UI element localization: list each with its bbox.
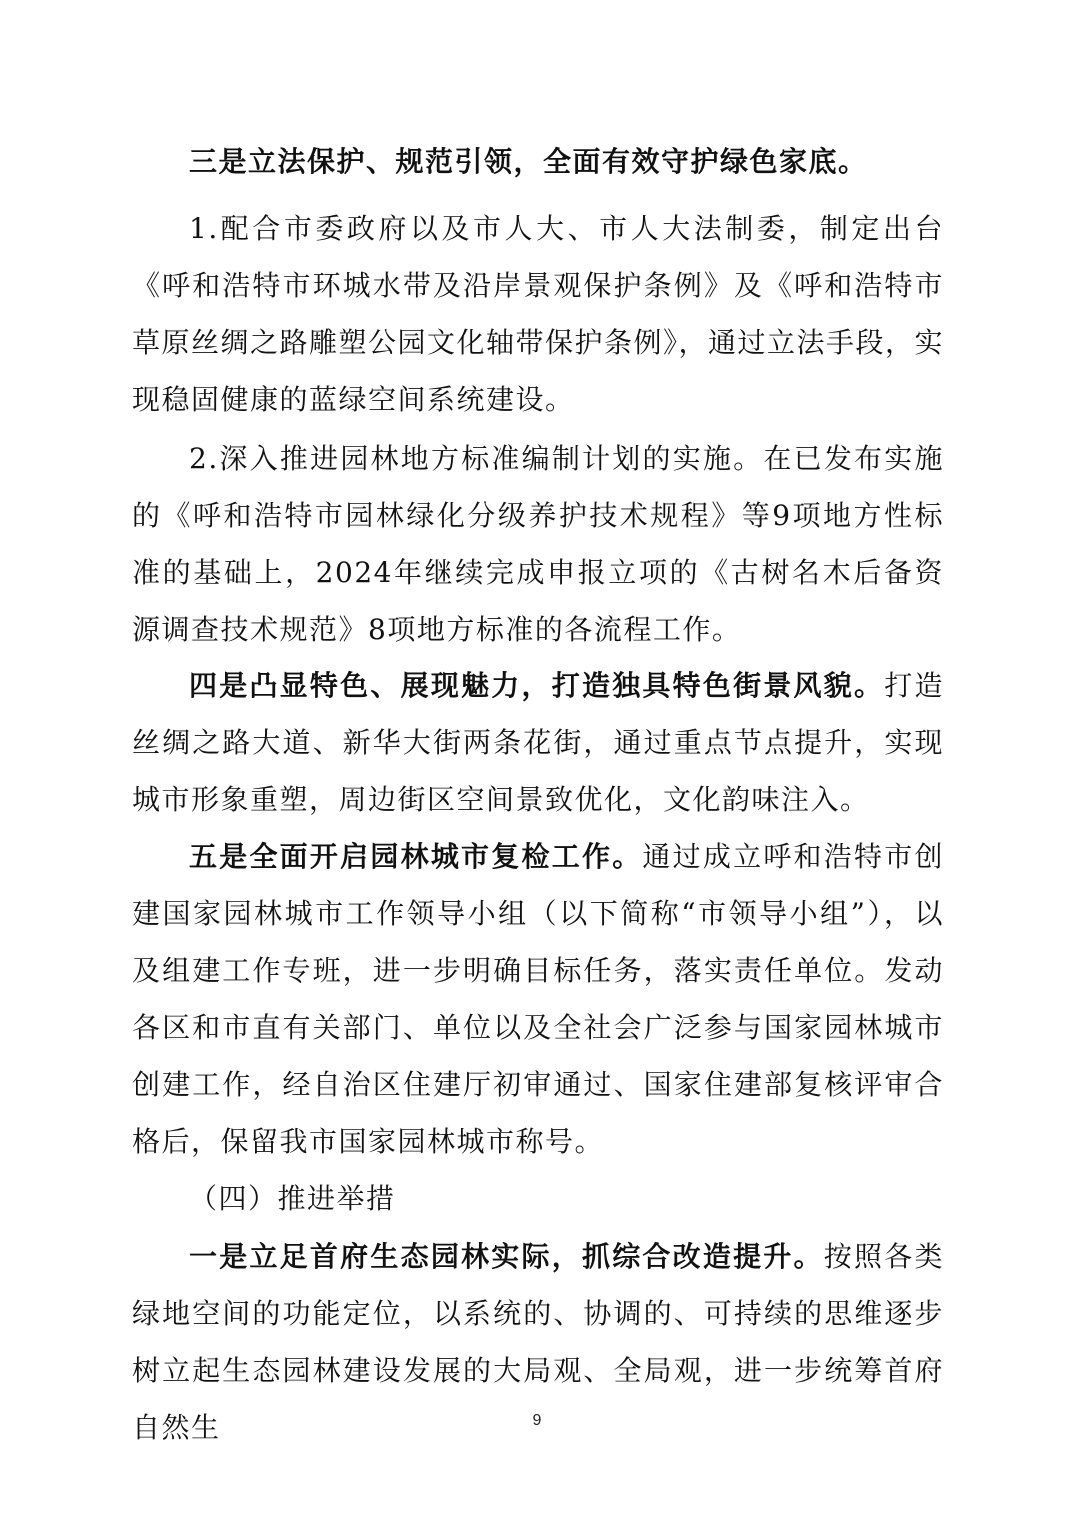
section-heading-measures bbox=[132, 1170, 944, 1227]
page-number: 9 bbox=[532, 1412, 542, 1429]
paragraph-regulations bbox=[132, 200, 944, 428]
body-text: 打造丝绸之路大道、新华大街两条花街，通过重点节点提升，实现城市形象重塑，周边街区空间景致优化，文化韵味注入。 bbox=[132, 669, 944, 816]
paragraph-local-standards bbox=[132, 430, 944, 658]
paragraph-garden-city-review bbox=[132, 828, 944, 1170]
heading-text: 五是全面开启园林城市复检工作。 bbox=[189, 840, 643, 873]
body-text: 2.深入推进园林地方标准编制计划的实施。在已发布实施的《呼和浩特市园林绿化分级养护技术规程》等9项地方性标准的基础上，2024年继续完成申报立项的《古树名木后备资源调查技术规范》8项地方标准的各流程工作。 bbox=[132, 442, 944, 646]
heading-text: 四是凸显特色、展现魅力，打造独具特色街景风貌。 bbox=[189, 669, 885, 702]
paragraph-legislation-heading bbox=[132, 133, 944, 190]
body-text: 1.配合市委政府以及市人大、市人大法制委，制定出台《呼和浩特市环城水带及沿岸景观保护条例》及《呼和浩特市草原丝绸之路雕塑公园文化轴带保护条例》，通过立法手段，实现稳固健康的蓝绿空间系统建设。 bbox=[132, 212, 945, 416]
section-title: （四）推进举措 bbox=[189, 1182, 396, 1215]
body-text: 通过成立呼和浩特市创建国家园林城市工作领导小组（以下简称“市领导小组”），以及组建工作专班，进一步明确目标任务，落实责任单位。发动各区和市直有关部门、单位以及全社会广泛参与国家园林城市创建工作，经自治区住建厅初审通过、国家住建部复核评审合格后，保留我市国家园林城市称号。 bbox=[132, 840, 944, 1158]
heading-text: 三是立法保护、规范引领，全面有效守护绿色家底。 bbox=[189, 145, 868, 178]
paragraph-street-scenery bbox=[132, 657, 944, 828]
heading-text: 一是立足首府生态园林实际，抓综合改造提升。 bbox=[189, 1240, 824, 1273]
body-text: 按照各类绿地空间的功能定位，以系统的、协调的、可持续的思维逐步树立起生态园林建设发展的大局观、全局观，进一步统筹首府自然生 bbox=[132, 1240, 944, 1444]
